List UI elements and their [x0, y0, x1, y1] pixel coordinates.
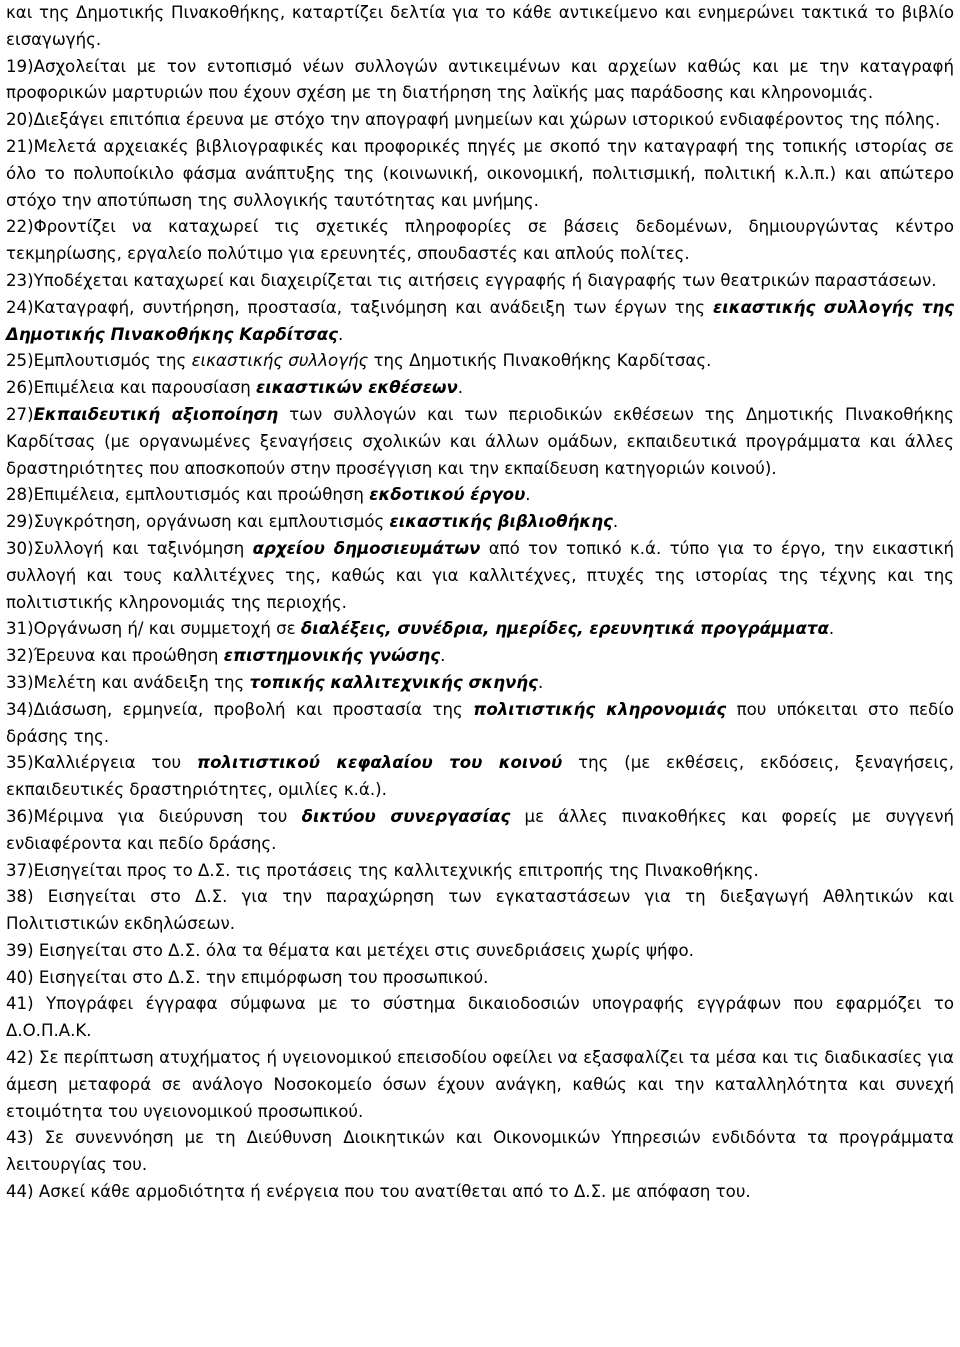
document-paragraph [6, 616, 954, 643]
document-paragraph [6, 670, 954, 697]
paragraph-text: 36)Μέριμνα για διεύρυνση του [6, 806, 302, 826]
document-paragraph [6, 0, 954, 54]
document-paragraph [6, 54, 954, 108]
paragraph-text: 43) Σε συνεννόηση με τη Διεύθυνση Διοικητικών και Οικονομικών Υπηρεσιών ενδιδόντα τα προγράμματα λειτουργίας του. [6, 1128, 954, 1175]
document-paragraph [6, 214, 954, 268]
document-paragraph [6, 268, 954, 295]
paragraph-text: . [440, 646, 446, 666]
paragraph-text: 23)Υποδέχεται καταχωρεί και διαχειρίζεται τις αιτήσεις εγγραφής ή διαγραφής των θεατρικών παραστάσεων. [6, 270, 937, 290]
emphasized-text: τοπικής καλλιτεχνικής σκηνής [249, 672, 538, 692]
document-body [6, 0, 954, 1206]
emphasized-text: εικαστικής συλλογής [191, 351, 369, 371]
document-paragraph [6, 107, 954, 134]
document-paragraph [6, 697, 954, 751]
emphasized-text: επιστημονικής γνώσης [223, 646, 441, 666]
emphasized-text: δικτύου συνεργασίας [301, 806, 511, 826]
paragraph-text: 40) Εισηγείται στο Δ.Σ. την επιμόρφωση του προσωπικού. [6, 967, 489, 987]
paragraph-text: 41) Υπογράφει έγγραφα σύμφωνα με το σύστημα δικαιοδοσιών υπογραφής εγγράφων που εφαρμόζει το Δ.Ο.Π.Α.Κ. [6, 994, 954, 1041]
paragraph-text: που υπόκειται στο πεδίο δράσης της. [6, 699, 954, 746]
paragraph-text: 19)Ασχολείται με τον εντοπισμό νέων συλλογών αντικειμένων και αρχείων καθώς και με την καταγραφή προφορικών μαρτυριών που έχουν σχέση με τη διατήρηση της λαϊκής μας παράδοσης και κληρονομιάς. [6, 56, 954, 103]
document-paragraph [6, 134, 954, 214]
paragraph-text: 37)Εισηγείται προς το Δ.Σ. τις προτάσεις της καλλιτεχνικής επιτροπής της Πινακοθήκης. [6, 860, 759, 880]
paragraph-text: . [457, 378, 464, 398]
paragraph-text: . [537, 672, 544, 692]
document-paragraph [6, 750, 954, 804]
paragraph-text: . [612, 512, 619, 532]
document-paragraph [6, 509, 954, 536]
paragraph-text: 33)Μελέτη και ανάδειξη της [6, 672, 250, 692]
document-paragraph [6, 991, 954, 1045]
emphasized-text: εικαστικών εκθέσεων [256, 378, 458, 398]
paragraph-text: 24)Καταγραφή, συντήρηση, προστασία, ταξινόμηση και ανάδειξη των έργων της [6, 297, 714, 317]
document-paragraph [6, 1045, 954, 1125]
emphasized-text: εκδοτικού έργου [369, 485, 526, 505]
emphasized-text: Εκπαιδευτική αξιοποίηση [33, 404, 279, 424]
emphasized-text: εικαστικής συλλογής της Δημοτικής Πινακοθήκης Καρδίτσας [6, 297, 954, 344]
paragraph-text: . [337, 324, 344, 344]
document-paragraph [6, 536, 954, 616]
paragraph-text: 30)Συλλογή και ταξινόμηση [6, 538, 253, 558]
paragraph-text: 21)Μελετά αρχειακές βιβλιογραφικές και προφορικές πηγές με σκοπό την καταγραφή της τοπικής ιστορίας σε όλο το πολυποίκιλο φάσμα ανάπτυξης της (κοινωνική, οικονομική, πολιτισμική, πολιτική κ.λ.π.) και απώτερο στόχο την αποτύπωση της συλλογικής ταυτότητας και μνήμης. [6, 136, 954, 210]
emphasized-text: πολιτιστικής κληρονομιάς [473, 699, 727, 719]
paragraph-text: 28)Επιμέλεια, εμπλουτισμός και προώθηση [6, 485, 370, 505]
paragraph-text: 26)Επιμέλεια και παρουσίαση [6, 378, 257, 398]
paragraph-text: . [525, 485, 531, 505]
paragraph-text: 32)Έρευνα και προώθηση [6, 646, 224, 666]
paragraph-text: από τον τοπικό κ.ά. τύπο για το έργο, την εικαστική συλλογή και τους καλλιτέχνες της, καθώς και για καλλιτέχνες, πτυχές της ιστορίας της τέχνης και της πολιτιστικής κληρονομιάς της περιοχής. [6, 538, 954, 612]
document-paragraph [6, 1179, 954, 1206]
document-paragraph [6, 402, 954, 482]
paragraph-text: 29)Συγκρότηση, οργάνωση και εμπλουτισμός [6, 512, 390, 532]
emphasized-text: αρχείου δημοσιευμάτων [252, 538, 481, 558]
document-paragraph [6, 348, 954, 375]
paragraph-text: και της Δημοτικής Πινακοθήκης, καταρτίζει δελτία για το κάθε αντικείμενο και ενημερώνει τακτικά το βιβλίο εισαγωγής. [6, 3, 954, 49]
paragraph-text: 22)Φροντίζει να καταχωρεί τις σχετικές πληροφορίες σε βάσεις δεδομένων, δημιουργώντας κέντρο τεκμηρίωσης, εργαλείο πολύτιμο για ερευνητές, σπουδαστές και απλούς πολίτες. [6, 217, 954, 264]
document-paragraph [6, 858, 954, 885]
emphasized-text: διαλέξεις, συνέδρια, ημερίδες, ερευνητικά προγράμματα [300, 619, 829, 639]
document-paragraph [6, 804, 954, 858]
document-paragraph [6, 375, 954, 402]
paragraph-text: . [828, 619, 835, 639]
emphasized-text: εικαστικής βιβλιοθήκης [389, 512, 613, 532]
paragraph-text: 39) Εισηγείται στο Δ.Σ. όλα τα θέματα και μετέχει στις συνεδριάσεις χωρίς ψήφο. [6, 940, 694, 960]
document-paragraph [6, 295, 954, 349]
paragraph-text: 25)Εμπλουτισμός της [6, 351, 192, 371]
paragraph-text: 35)Καλλιέργεια του [6, 753, 198, 773]
document-paragraph [6, 643, 954, 670]
paragraph-text: 38) Εισηγείται στο Δ.Σ. για την παραχώρηση των εγκαταστάσεων για τη διεξαγωγή Αθλητικών και Πολιτιστικών εκδηλώσεων. [6, 887, 954, 934]
document-paragraph [6, 938, 954, 965]
paragraph-text: 27) [6, 404, 34, 424]
paragraph-text: 34)Διάσωση, ερμηνεία, προβολή και προστασία της [6, 699, 474, 719]
emphasized-text: πολιτιστικού κεφαλαίου του κοινού [197, 753, 563, 773]
paragraph-text: 20)Διεξάγει επιτόπια έρευνα με στόχο την απογραφή μνημείων και χώρων ιστορικού ενδιαφέροντος της πόλης. [6, 110, 941, 130]
paragraph-text: 42) Σε περίπτωση ατυχήματος ή υγειονομικού επεισοδίου οφείλει να εξασφαλίζει τα μέσα και τις διαδικασίες για άμεση μεταφορά σε ανάλογο Νοσοκομείο όσων έχουν ανάγκη, καθώς και την καταλληλότητα και συνεχή ετοιμότητα του υγειονομικού προσωπικού. [6, 1048, 954, 1121]
document-paragraph [6, 482, 954, 509]
paragraph-text: 44) Ασκεί κάθε αρμοδιότητα ή ενέργεια που του ανατίθεται από το Δ.Σ. με απόφαση του. [6, 1182, 751, 1202]
document-paragraph [6, 884, 954, 938]
paragraph-text: της Δημοτικής Πινακοθήκης Καρδίτσας. [368, 351, 712, 371]
paragraph-text: 31)Οργάνωση ή/ και συμμετοχή σε [6, 619, 301, 639]
paragraph-text: των συλλογών και των περιοδικών εκθέσεων της Δημοτικής Πινακοθήκης Καρδίτσας (με οργανωμένες ξεναγήσεις σχολικών και άλλων ομάδων, εκπαιδευτικά προγράμματα και άλλες δραστηριότητες που αποσκοπούν στην προσέγγιση και την εκπαίδευση κατηγοριών κοινού). [6, 404, 954, 478]
paragraph-text: με άλλες πινακοθήκες και φορείς με συγγενή ενδιαφέροντα και πεδίο δράσης. [6, 806, 954, 853]
document-paragraph [6, 1125, 954, 1179]
paragraph-text: της (με εκθέσεις, εκδόσεις, ξεναγήσεις, εκπαιδευτικές δραστηριότητες, ομιλίες κ.ά.). [6, 753, 954, 800]
document-paragraph [6, 965, 954, 992]
